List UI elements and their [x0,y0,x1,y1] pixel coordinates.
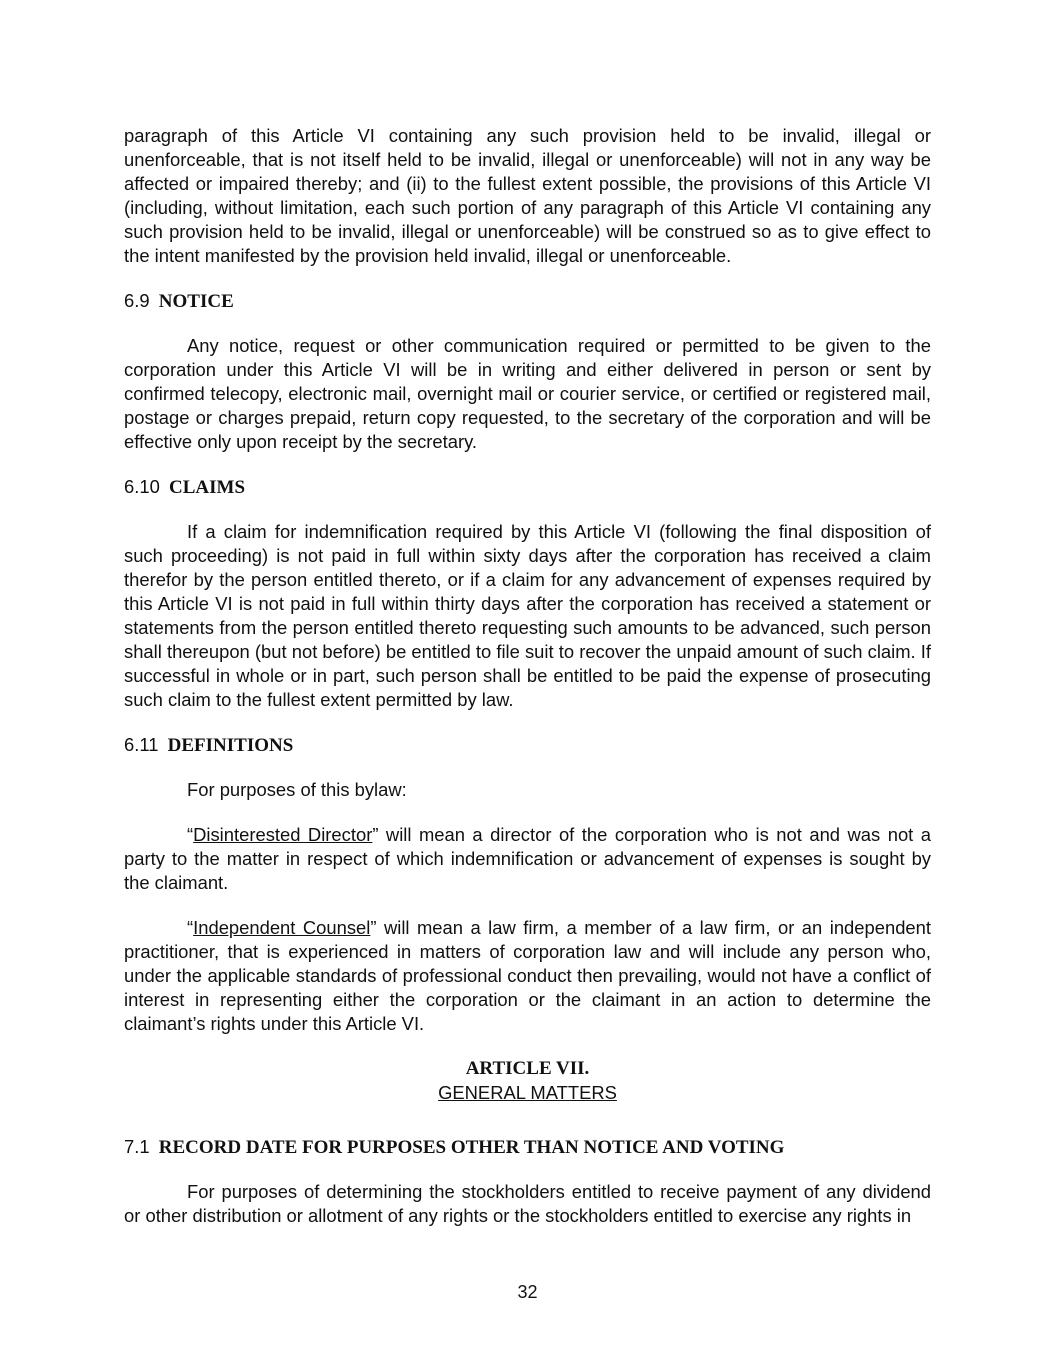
section-number: 7.1 [124,1136,150,1157]
open-quote: “ [187,824,194,845]
definition-independent-counsel [124,916,931,1036]
article-title: ARTICLE VII. [465,1058,590,1079]
section-title: NOTICE [158,291,234,312]
continuation-paragraph: paragraph of this Article VI containing any such provision held to be invalid, illegal or unenforceable, that is not itself held to be invalid, illegal or unenforceable) will not in any way be affected or impaired thereby; and (ii) to the fullest extent possible, the provisions of this Article VI (including, without limitation, each such portion of any paragraph of this Article VI containing any such provision held to be invalid, illegal or unenforceable) will be construed so as to give effect to the intent manifested by the provision held invalid, illegal or unenforceable. [124,125,931,266]
section-number: 6.9 [124,290,150,311]
section-title: RECORD DATE FOR PURPOSES OTHER THAN NOTICE AND VOTING [158,1137,785,1158]
definition-disinterested-director [124,823,931,895]
section-7-1-body: For purposes of determining the stockholders entitled to receive payment of any dividend or other distribution or allotment of any rights or the stockholders entitled to exercise any rights in [124,1181,931,1226]
section-6-11-heading [124,733,931,758]
section-6-10-heading [124,475,931,500]
defined-term: Independent Counsel [193,917,371,938]
section-6-10-body: If a claim for indemnification required by this Article VI (following the final disposition of such proceeding) is not paid in full within sixty days after the corporation has received a claim therefor by the person entitled thereto, or if a claim for any advancement of expenses required by this Article VI is not paid in full within thirty days after the corporation has received a statement or statements from the person entitled thereto requesting such amounts to be advanced, such person shall thereupon (but not before) be entitled to file suit to recover the unpaid amount of such claim. If successful in whole or in part, such person shall be entitled to be paid the expense of prosecuting such claim to the fullest extent permitted by law. [124,521,931,710]
definitions-intro: For purposes of this bylaw: [187,779,407,800]
section-title: CLAIMS [169,477,246,498]
section-title: DEFINITIONS [167,735,294,756]
page-number: 32 [517,1282,538,1302]
document-page [124,124,931,1228]
defined-term: Disinterested Director [193,824,373,845]
section-6-9-heading [124,289,931,314]
open-quote: “ [187,917,194,938]
section-7-1-heading [124,1135,931,1160]
definition-text: ” will mean a law firm, a member of a law firm, or an independent practitioner, that is experienced in matters of corporation law and will include any person who, under the applicable standards of professional conduct then prevailing, would not have a conflict of interest in representing either the corporation or the claimant in an action to determine the claimant’s rights under this Article VI. [124,917,931,1034]
section-number: 6.11 [124,734,159,755]
section-number: 6.10 [124,476,160,497]
definition-text: ” will mean a director of the corporation who is not and was not a party to the matter in respect of which indemnification or advancement of expenses is sought by the claimant. [124,824,931,893]
section-6-9-body: Any notice, request or other communication required or permitted to be given to the corporation under this Article VI will be in writing and either delivered in person or sent by confirmed telecopy, electronic mail, overnight mail or courier service, or certified or registered mail, postage or charges prepaid, return copy requested, to the secretary of the corporation and will be effective only upon receipt by the secretary. [124,335,931,452]
article-subtitle: GENERAL MATTERS [438,1082,617,1103]
article-heading [124,1057,931,1105]
